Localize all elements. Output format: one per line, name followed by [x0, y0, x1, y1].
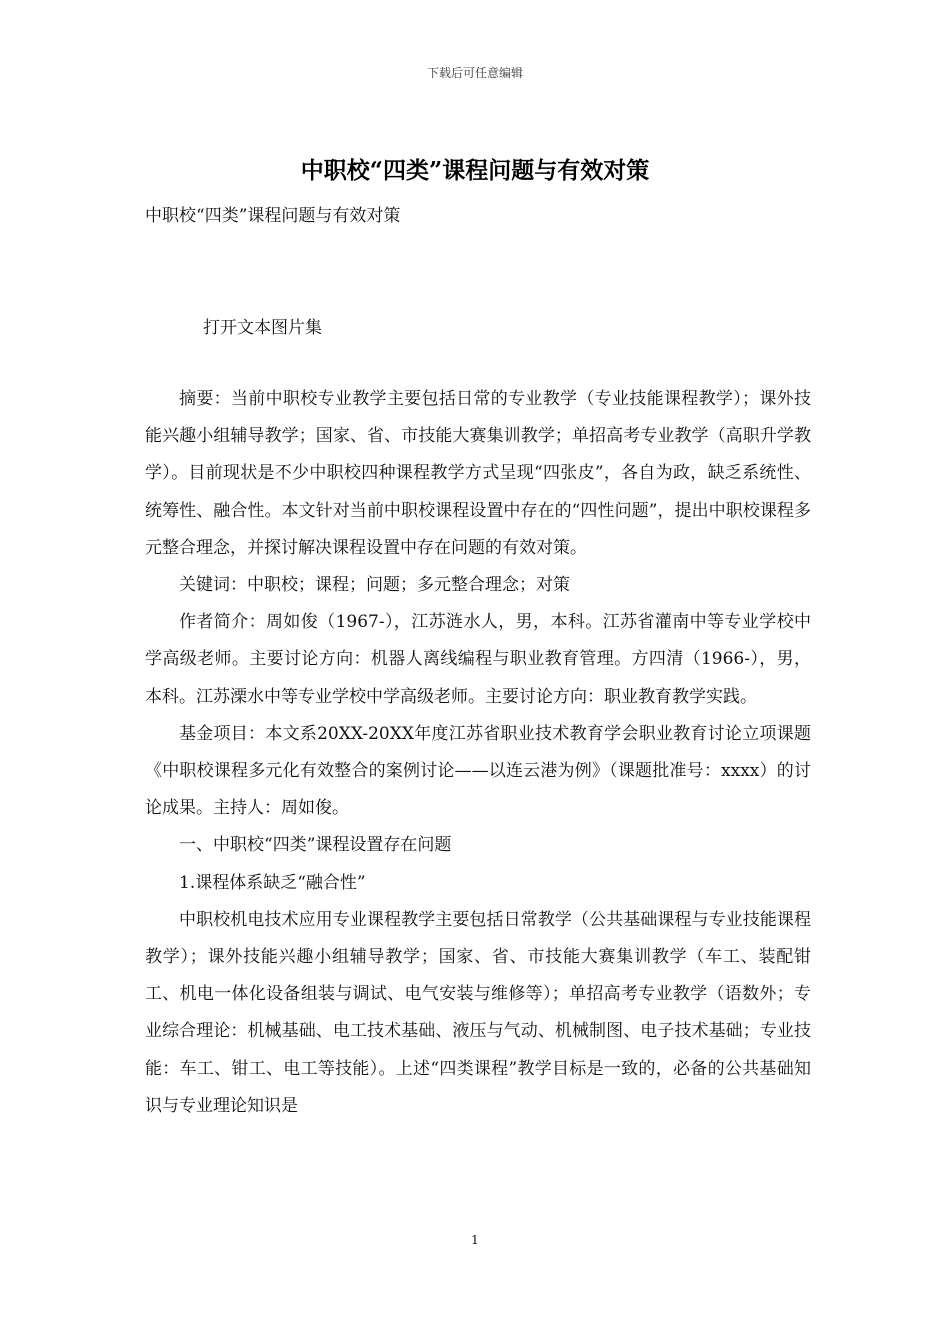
- keywords-paragraph: 关键词：中职校；课程；问题；多元整合理念；对策: [179, 575, 570, 596]
- funding-paragraph: 基金项目：本文系20XX-20XX年度江苏省职业技术教育学会职业教育讨论立项课题《中职校课程多元化有效整合的案例讨论——以连云港为例》（课题批准号：xxxx）的讨论成果。主持人：周如俊。: [145, 723, 811, 819]
- section-heading: 一、中职校“四类”课程设置存在问题: [179, 835, 452, 856]
- document-title: 中职校“四类”课程问题与有效对策: [300, 157, 650, 184]
- document-body: [145, 381, 811, 1125]
- image-gallery-link[interactable]: 打开文本图片集: [203, 318, 322, 338]
- author-bio-paragraph: 作者简介：周如俊（1967-），江苏涟水人，男，本科。江苏省灌南中等专业学校中学高级老师。主要讨论方向：机器人离线编程与职业教育管理。方四清（1966-），男，本科。江苏溧水中等专业学校中学高级老师。主要讨论方向：职业教育教学实践。: [145, 612, 811, 707]
- page-number: 1: [471, 1233, 479, 1247]
- abstract-paragraph: 摘要：当前中职校专业教学主要包括日常的专业教学（专业技能课程教学）；课外技能兴趣小组辅导教学；国家、省、市技能大赛集训教学；单招高考专业教学（高职升学教学）。目前现状是不少中职校四种课程教学方式呈现“四张皮”，各自为政，缺乏系统性、统筹性、融合性。本文针对当前中职校课程设置中存在的“四性问题”，提出中职校课程多元整合理念，并探讨解决课程设置中存在问题的有效对策。: [145, 389, 811, 558]
- body-paragraph: 中职校机电技术应用专业课程教学主要包括日常教学（公共基础课程与专业技能课程教学）；课外技能兴趣小组辅导教学；国家、省、市技能大赛集训教学（车工、装配钳工、机电一体化设备组装与调试、电气安装与维修等）；单招高考专业教学（语数外；专业综合理论：机械基础、电工技术基础、液压与气动、机械制图、电子技术基础；专业技能：车工、钳工、电工等技能）。上述“四类课程”教学目标是一致的，必备的公共基础知识与专业理论知识是: [145, 909, 811, 1116]
- subsection-heading: 1.课程体系缺乏“融合性”: [179, 872, 366, 893]
- document-subtitle: 中职校“四类”课程问题与有效对策: [145, 206, 401, 226]
- page-header: 下载后可任意编辑: [426, 66, 523, 80]
